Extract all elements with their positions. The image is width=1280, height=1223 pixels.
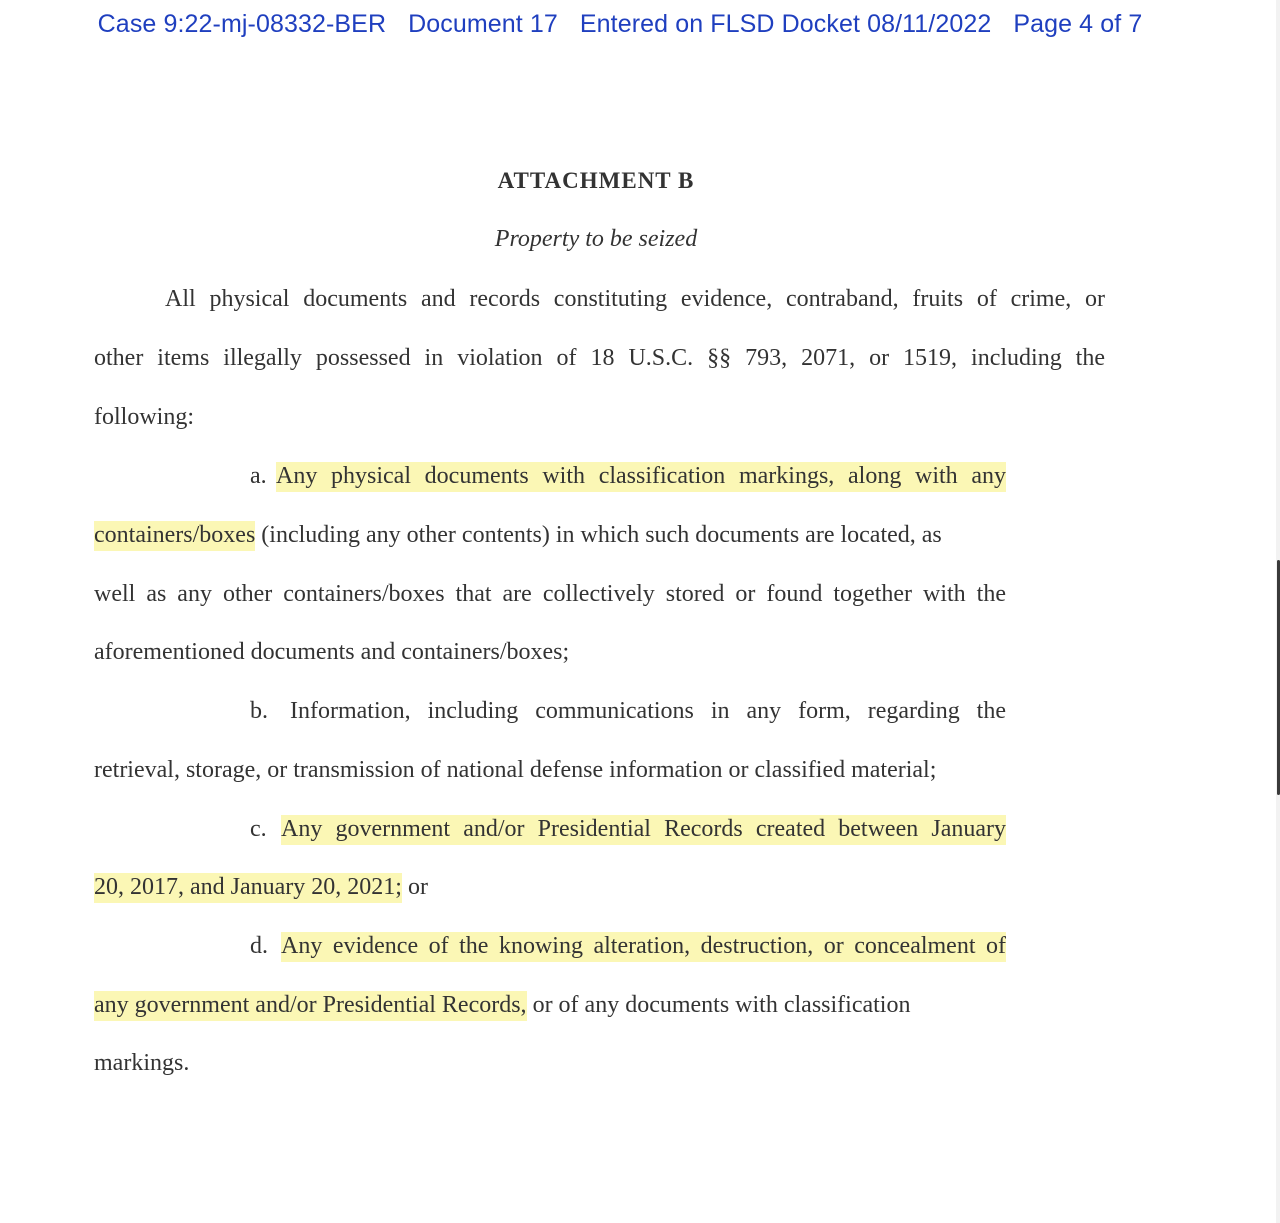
attachment-title: ATTACHMENT B (497, 168, 695, 193)
attachment-subtitle: Property to be seized (494, 226, 698, 252)
docket-header (0, 10, 1240, 39)
item-d-highlight-1: Any evidence of the knowing alteration, destruction, or concealment of (281, 932, 1006, 962)
intro-line-3: following: (94, 404, 194, 430)
item-a-highlight-2: containers/boxes (94, 521, 255, 551)
item-a-highlight-1: Any physical documents with classification markings, along with any (276, 462, 1006, 492)
document-number: Document 17 (408, 10, 558, 38)
item-c-highlight-2: 20, 2017, and January 20, 2021; (94, 873, 402, 903)
item-d-line-3: markings. (94, 1050, 190, 1076)
docket-entry: Entered on FLSD Docket 08/11/2022 (579, 10, 992, 38)
item-d-marker: d. (250, 933, 268, 959)
item-a-line-3: well as any other containers/boxes that are collectively stored or found together with the (94, 581, 1006, 607)
item-a-line-4: aforementioned documents and containers/boxes; (94, 639, 570, 665)
item-b-marker: b. (250, 698, 268, 724)
item-a-line-2 (94, 520, 1006, 550)
item-c-text-2: or (407, 874, 428, 900)
item-c-highlight-1: Any government and/or Presidential Records created between January (281, 815, 1006, 845)
item-a-text-2: (including any other contents) in which such documents are located, as (261, 522, 942, 548)
page-indicator: Page 4 of 7 (1013, 10, 1143, 38)
item-a-marker: a. (250, 463, 267, 489)
item-d-line-1 (281, 931, 1006, 961)
item-c-line-2 (94, 872, 428, 902)
item-d-line-2 (94, 990, 1006, 1020)
case-number: Case 9:22-mj-08332-BER (97, 10, 387, 38)
item-b-line-1: Information, including communications in any form, regarding the (290, 698, 1006, 724)
item-c-marker: c. (250, 816, 267, 842)
intro-line-1: All physical documents and records constituting evidence, contraband, fruits of crime, or (165, 286, 1105, 312)
item-b-line-2: retrieval, storage, or transmission of national defense information or classified material; (94, 757, 937, 783)
item-d-text-2: or of any documents with classification (532, 992, 911, 1018)
item-a-line-1 (276, 461, 1006, 491)
item-c-line-1 (281, 814, 1006, 844)
item-d-highlight-2: any government and/or Presidential Records, (94, 991, 527, 1021)
intro-line-2: other items illegally possessed in violation of 18 U.S.C. §§ 793, 2071, or 1519, including the (94, 345, 1105, 371)
